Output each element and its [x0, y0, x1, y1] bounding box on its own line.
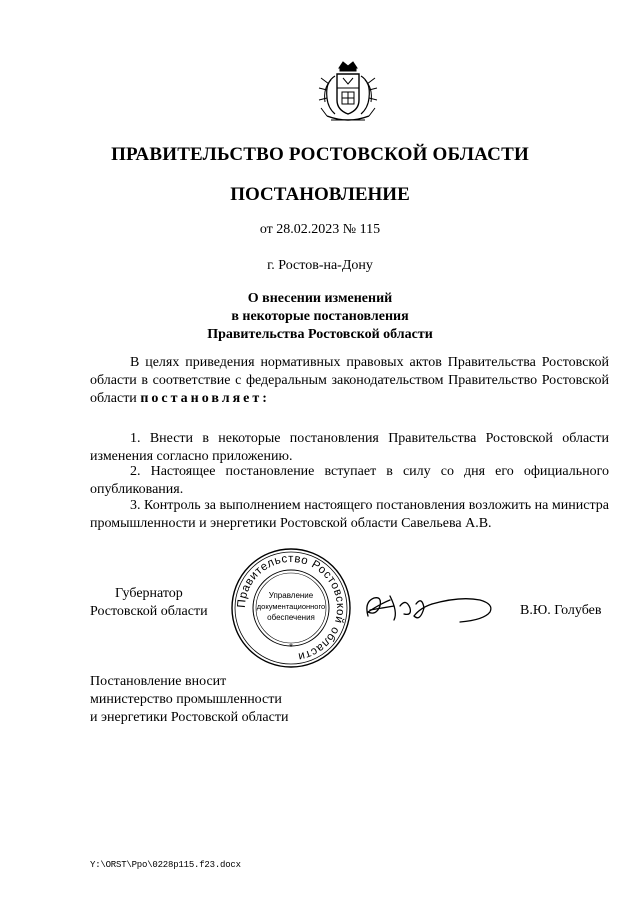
organization-title: ПРАВИТЕЛЬСТВО РОСТОВСКОЙ ОБЛАСТИ: [111, 144, 529, 165]
document-subject: [0, 290, 640, 344]
seal-center-line: документационного: [256, 602, 326, 611]
introduced-by: [90, 673, 288, 727]
date-number: от 28.02.2023 № 115: [259, 222, 381, 237]
list-item: 3. Контроль за выполнением настоящего постановления возложить на министра промышленности и энергетики Ростовской области Савельева А.В.: [90, 498, 609, 531]
file-path: Y:\ORST\Ppo\0228p115.f23.docx: [90, 860, 241, 870]
seal-ring-text: Правительство Ростовской области: [235, 552, 347, 663]
introduced-line: Постановление вносит: [90, 674, 227, 689]
preamble-text: В целях приведения нормативных правовых актов Правительства Ростовской области в соответствие с федеральным законодательством Правительство Ростовской области: [90, 355, 609, 406]
signatory-position: [90, 585, 208, 621]
list-item: 1. Внести в некоторые постановления Правительства Ростовской области изменения согласно приложению.: [90, 431, 609, 464]
coat-of-arms-icon: [313, 58, 383, 128]
list-item: 2. Настоящее постановление вступает в силу со дня его официального опубликования.: [90, 464, 609, 497]
position-line: Губернатор: [115, 586, 183, 601]
subject-line: О внесении изменений: [247, 291, 393, 306]
document-type: ПОСТАНОВЛЕНИЕ: [230, 184, 410, 205]
svg-text:*: *: [289, 642, 293, 652]
seal-center-line: Управление: [268, 591, 314, 600]
position-line: Ростовской области: [90, 604, 208, 619]
seal-center-line: обеспечения: [267, 613, 315, 622]
handwritten-signature-icon: [360, 582, 500, 632]
city: г. Ростов-на-Дону: [267, 258, 373, 273]
introduced-line: министерство промышленности: [90, 692, 282, 707]
signatory-name: В.Ю. Голубев: [520, 603, 602, 618]
preamble-paragraph: [90, 354, 609, 408]
official-seal-icon: [229, 546, 353, 670]
subject-line: Правительства Ростовской области: [207, 327, 433, 342]
subject-line: в некоторые постановления: [231, 309, 409, 324]
introduced-line: и энергетики Ростовской области: [90, 710, 289, 725]
resolves-word: постановляет:: [140, 391, 270, 406]
